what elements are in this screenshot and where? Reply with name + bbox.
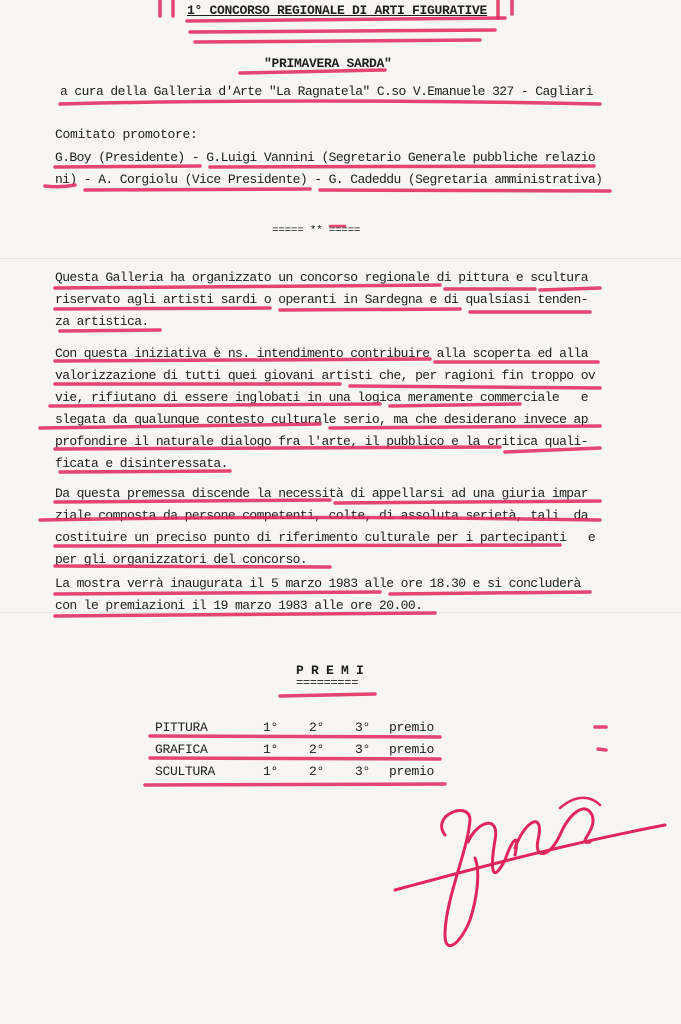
committee-line: G.Boy (Presidente) - G.Luigi Vannini (Segretario Generale pubbliche relazio (55, 150, 596, 165)
prize-first: 1° (263, 764, 279, 779)
paragraph-line: za artistica. (55, 314, 149, 329)
paragraph-line: per gli organizzatori del concorso. (55, 552, 308, 567)
committee-heading: Comitato promotore: (55, 127, 198, 142)
organizer-line: a cura della Galleria d'Arte "La Ragnatela" C.so V.Emanuele 327 - Cagliari (60, 84, 593, 99)
prize-category: SCULTURA (155, 764, 216, 779)
paragraph-line: La mostra verrà inaugurata il 5 marzo 1983 alle ore 18.30 e si concluderà (55, 576, 581, 591)
paragraph-line: valorizzazione di tutti quei giovani artisti che, per ragioni fin troppo ov (55, 368, 596, 383)
paragraph-line: vie, rifiutano di essere inglobati in una logica meramente commerciale e (55, 390, 588, 405)
prize-category: PITTURA (155, 720, 208, 735)
prize-third: 3° (355, 742, 371, 757)
paragraph-line: con le premiazioni il 19 marzo 1983 alle ore 20.00. (55, 598, 423, 613)
paragraph-line: costituire un preciso punto di riferimento culturale per i partecipanti e (55, 530, 596, 545)
prize-second: 2° (309, 720, 325, 735)
paragraph-line: Con questa iniziativa è ns. intendimento contribuire alla scoperta ed alla (55, 346, 588, 361)
prize-first: 1° (263, 742, 279, 757)
committee-line: ni) - A. Corgiolu (Vice Presidente) - G. Cadeddu (Segretaria amministrativa) (55, 172, 603, 187)
prizes-heading-underline: ========= (296, 676, 359, 690)
prize-first: 1° (263, 720, 279, 735)
prize-label: premio (389, 764, 435, 779)
prize-third: 3° (355, 764, 371, 779)
prize-second: 2° (309, 742, 325, 757)
paragraph-line: Da questa premessa discende la necessità di appellarsi ad una giuria impar (55, 486, 588, 501)
paragraph-line: Questa Galleria ha organizzato un concorso regionale di pittura e scultura (55, 270, 588, 285)
prize-second: 2° (309, 764, 325, 779)
paragraph-line: riservato agli artisti sardi o operanti in Sardegna e di qualsiasi tenden- (55, 292, 588, 307)
paragraph-line: slegata da qualunque contesto culturale serio, ma che desiderano invece ap (55, 412, 588, 427)
prizes-heading: P R E M I (296, 663, 364, 678)
prize-label: premio (389, 720, 435, 735)
paragraph-line: ficata e disinteressata. (55, 456, 228, 471)
paragraph-line: profondire il naturale dialogo fra l'arte, il pubblico e la critica quali- (55, 434, 588, 449)
prize-category: GRAFICA (155, 742, 208, 757)
section-separator: ===== ** ===== (272, 225, 361, 237)
prize-third: 3° (355, 720, 371, 735)
prize-label: premio (389, 742, 435, 757)
document-title: 1° CONCORSO REGIONALE DI ARTI FIGURATIVE (187, 3, 488, 18)
paper-fold (0, 258, 681, 259)
paragraph-line: ziale composta da persone competenti, colte, di assoluta serietà, tali da (55, 508, 588, 523)
document-subtitle: "PRIMAVERA SARDA" (264, 56, 392, 71)
